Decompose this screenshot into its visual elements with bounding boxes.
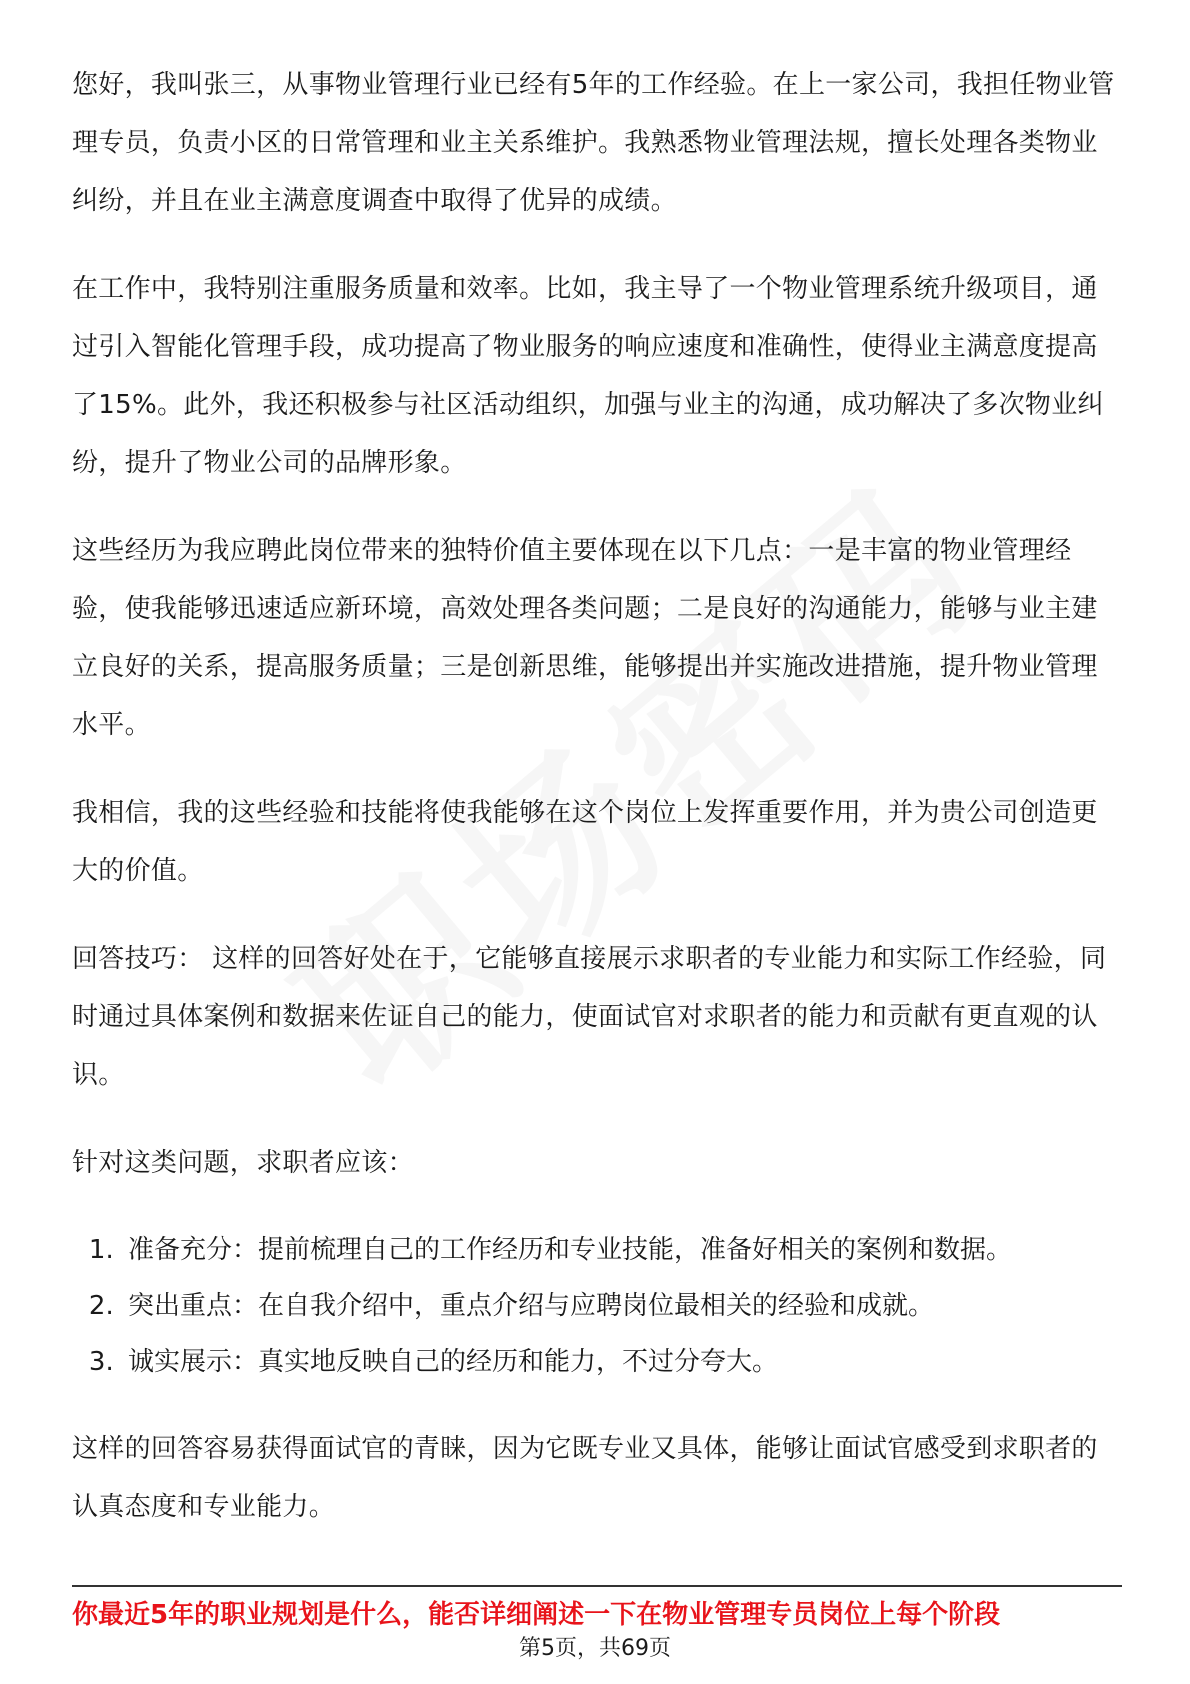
list-item: 1. 准备充分：提前梳理自己的工作经历和专业技能，准备好相关的案例和数据。 <box>122 1222 1122 1278</box>
paragraph-unique-value: 这些经历为我应聘此岗位带来的独特价值主要体现在以下几点：一是丰富的物业管理经验，使我能够迅速适应新环境，高效处理各类问题；二是良好的沟通能力，能够与业主建立良好的关系，提高服务质量；三是创新思维，能够提出并实施改进措施，提升物业管理水平。 <box>72 536 1098 740</box>
paragraph-closing: 这样的回答容易获得面试官的青睐，因为它既专业又具体，能够让面试官感受到求职者的认真态度和专业能力。 <box>72 1434 1098 1522</box>
list-item: 2. 突出重点：在自我介绍中，重点介绍与应聘岗位最相关的经验和成就。 <box>122 1278 1122 1334</box>
paragraph-belief: 我相信，我的这些经验和技能将使我能够在这个岗位上发挥重要作用，并为贵公司创造更大的价值。 <box>72 798 1098 886</box>
section-divider <box>72 1585 1122 1587</box>
paragraph-answer-tips: 回答技巧： 这样的回答好处在于，它能够直接展示求职者的专业能力和实际工作经验，同时通过具体案例和数据来佐证自己的能力，使面试官对求职者的能力和贡献有更直观的认识。 <box>72 944 1107 1090</box>
page-number: 第5页，共69页 <box>519 1636 671 1661</box>
next-question-heading: 你最近5年的职业规划是什么，能否详细阐述一下在物业管理专员岗位上每个阶段 <box>72 1600 1001 1630</box>
paragraph-intro: 您好，我叫张三，从事物业管理行业已经有5年的工作经验。在上一家公司，我担任物业管理专员，负责小区的日常管理和业主关系维护。我熟悉物业管理法规，擅长处理各类物业纠纷，并且在业主满意度调查中取得了优异的成绩。 <box>72 70 1115 216</box>
paragraph-work-example: 在工作中，我特别注重服务质量和效率。比如，我主导了一个物业管理系统升级项目，通过引入智能化管理手段，成功提高了物业服务的响应速度和准确性，使得业主满意度提高了15%。此外，我还积极参与社区活动组织，加强与业主的沟通，成功解决了多次物业纠纷，提升了物业公司的品牌形象。 <box>72 274 1104 478</box>
document-body <box>72 56 1122 1566</box>
advice-list <box>72 1222 1122 1390</box>
list-item: 3. 诚实展示：真实地反映自己的经历和能力，不过分夸大。 <box>122 1334 1122 1390</box>
paragraph-advice-lead: 针对这类问题，求职者应该： <box>72 1148 414 1178</box>
